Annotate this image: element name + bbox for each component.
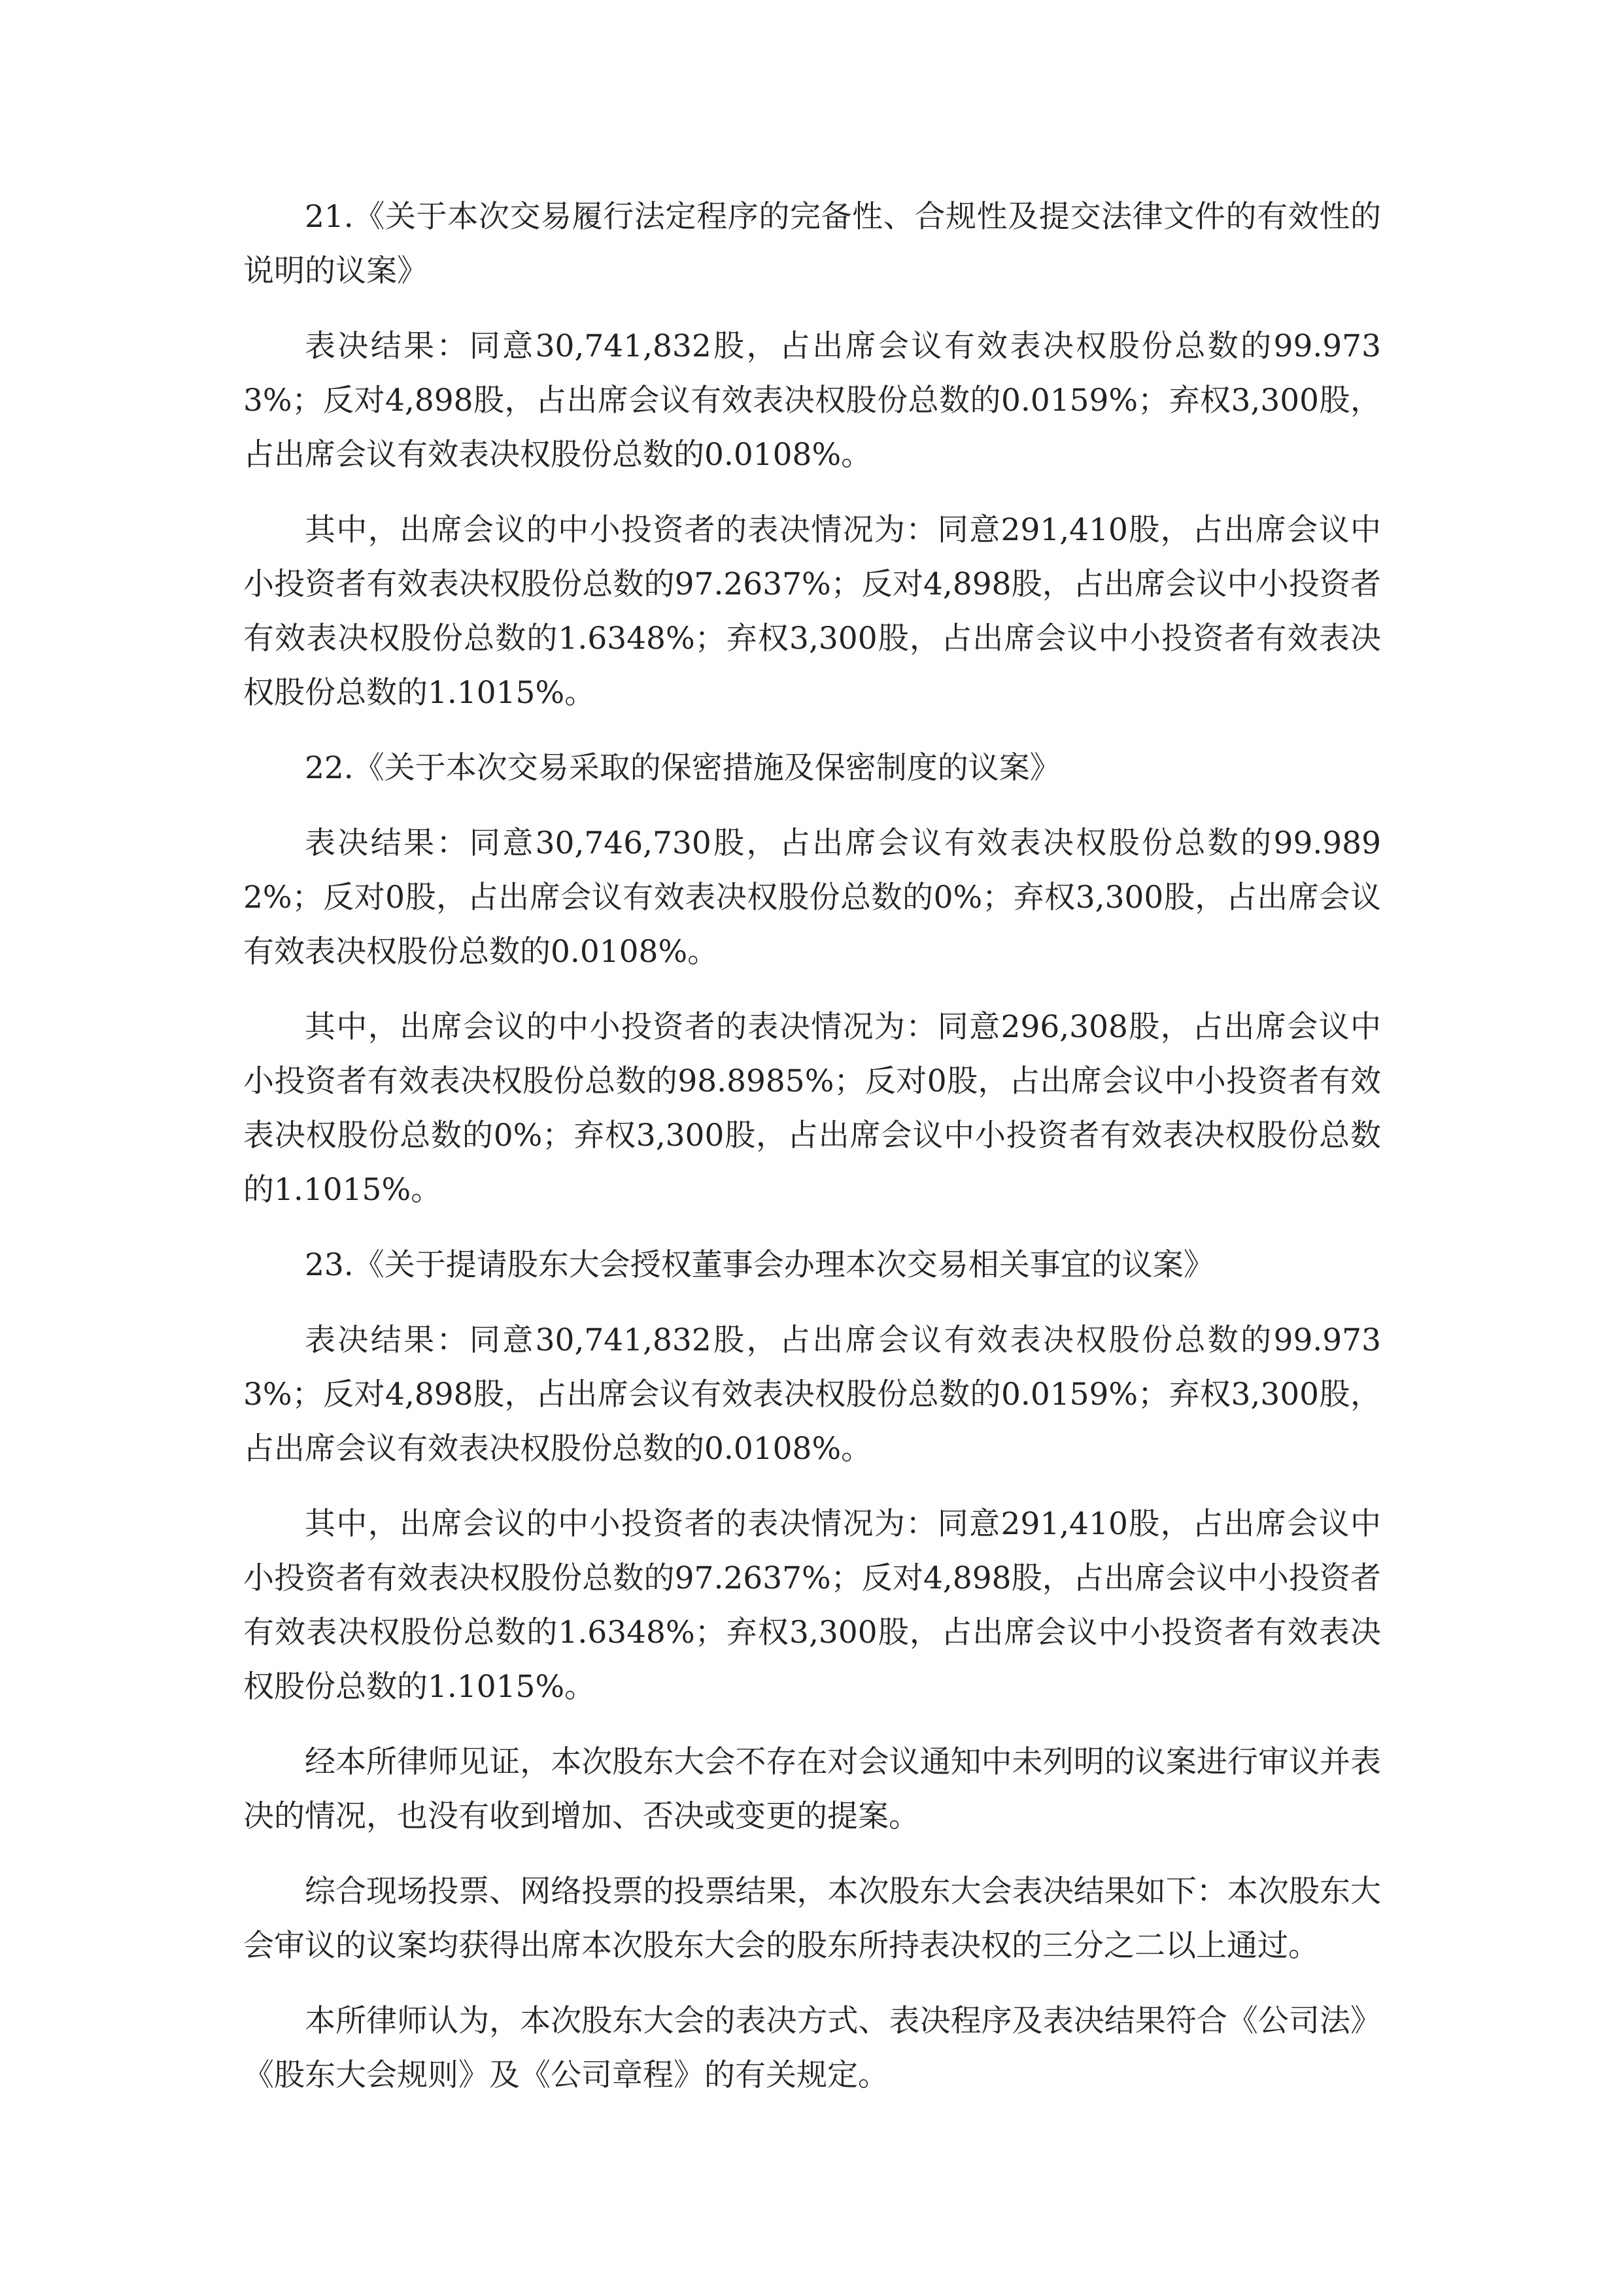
item-21-result: 表决结果：同意30,741,832股，占出席会议有效表决权股份总数的99.9733%；反对4,898股，占出席会议有效表决权股份总数的0.0159%；弃权3,300股，占出席会议有效表决权股份总数的0.0108%。	[243, 328, 1381, 473]
lawyer-witness-statement: 经本所律师见证，本次股东大会不存在对会议通知中未列明的议案进行审议并表决的情况，也没有收到增加、否决或变更的提案。	[243, 1744, 1381, 1834]
item-23-minority: 其中，出席会议的中小投资者的表决情况为：同意291,410股，占出席会议中小投资者有效表决权股份总数的97.2637%；反对4,898股，占出席会议中小投资者有效表决权股份总数的1.6348%；弃权3,300股，占出席会议中小投资者有效表决权股份总数的1.1015%。	[243, 1506, 1381, 1705]
item-23-result: 表决结果：同意30,741,832股，占出席会议有效表决权股份总数的99.9733%；反对4,898股，占出席会议有效表决权股份总数的0.0159%；弃权3,300股，占出席会议有效表决权股份总数的0.0108%。	[243, 1322, 1381, 1467]
document-body	[243, 190, 1381, 2123]
voting-summary-statement: 综合现场投票、网络投票的投票结果，本次股东大会表决结果如下：本次股东大会审议的议案均获得出席本次股东大会的股东所持表决权的三分之二以上通过。	[243, 1874, 1381, 1964]
item-22-title: 22.《关于本次交易采取的保密措施及保密制度的议案》	[305, 750, 1061, 786]
lawyer-opinion-statement: 本所律师认为，本次股东大会的表决方式、表决程序及表决结果符合《公司法》《股东大会规则》及《公司章程》的有关规定。	[243, 2003, 1381, 2093]
item-22-minority: 其中，出席会议的中小投资者的表决情况为：同意296,308股，占出席会议中小投资者有效表决权股份总数的98.8985%；反对0股，占出席会议中小投资者有效表决权股份总数的0%；弃权3,300股，占出席会议中小投资者有效表决权股份总数的1.1015%。	[243, 1009, 1381, 1208]
item-21-minority: 其中，出席会议的中小投资者的表决情况为：同意291,410股，占出席会议中小投资者有效表决权股份总数的97.2637%；反对4,898股，占出席会议中小投资者有效表决权股份总数的1.6348%；弃权3,300股，占出席会议中小投资者有效表决权股份总数的1.1015%。	[243, 512, 1381, 711]
item-23-title: 23.《关于提请股东大会授权董事会办理本次交易相关事宜的议案》	[305, 1247, 1214, 1283]
item-21-title: 21.《关于本次交易履行法定程序的完备性、合规性及提交法律文件的有效性的说明的议案》	[243, 199, 1381, 289]
item-22-result: 表决结果：同意30,746,730股，占出席会议有效表决权股份总数的99.9892%；反对0股，占出席会议有效表决权股份总数的0%；弃权3,300股，占出席会议有效表决权股份总数的0.0108%。	[243, 825, 1381, 970]
